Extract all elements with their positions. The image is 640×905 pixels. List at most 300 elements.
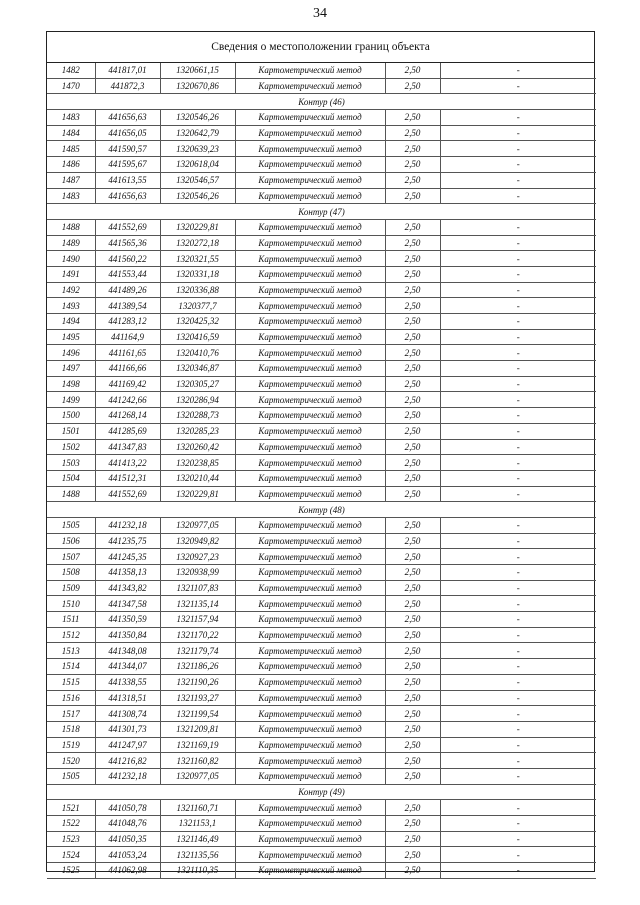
point-number-cell: 1488 (47, 486, 95, 502)
x-coordinate-cell: 441242,66 (95, 392, 160, 408)
table-row (47, 392, 596, 408)
method-cell: Картометрический метод (235, 737, 385, 753)
table-row (47, 486, 596, 502)
y-coordinate-cell: 1320321,55 (160, 251, 235, 267)
accuracy-cell: 2,50 (385, 408, 440, 424)
accuracy-cell: 2,50 (385, 361, 440, 377)
x-coordinate-cell: 441245,35 (95, 549, 160, 565)
x-coordinate-cell: 441656,63 (95, 188, 160, 204)
y-coordinate-cell: 1320305,27 (160, 376, 235, 392)
accuracy-cell: 2,50 (385, 533, 440, 549)
table-row (47, 831, 596, 847)
x-coordinate-cell: 441347,83 (95, 439, 160, 455)
note-cell: - (440, 831, 596, 847)
point-number-cell: 1516 (47, 690, 95, 706)
contour-label: Контур (48) (47, 502, 596, 518)
note-cell: - (440, 517, 596, 533)
method-cell: Картометрический метод (235, 172, 385, 188)
table-row (47, 298, 596, 314)
accuracy-cell: 2,50 (385, 753, 440, 769)
y-coordinate-cell: 1321135,14 (160, 596, 235, 612)
note-cell: - (440, 565, 596, 581)
table-row (47, 517, 596, 533)
x-coordinate-cell: 441050,35 (95, 831, 160, 847)
method-cell: Картометрический метод (235, 831, 385, 847)
y-coordinate-cell: 1320346,87 (160, 361, 235, 377)
point-number-cell: 1486 (47, 157, 95, 173)
note-cell: - (440, 674, 596, 690)
table-row (47, 659, 596, 675)
y-coordinate-cell: 1320546,26 (160, 110, 235, 126)
y-coordinate-cell: 1320229,81 (160, 486, 235, 502)
point-number-cell: 1484 (47, 125, 95, 141)
table-row (47, 753, 596, 769)
x-coordinate-cell: 441350,59 (95, 612, 160, 628)
x-coordinate-cell: 441053,24 (95, 847, 160, 863)
accuracy-cell: 2,50 (385, 314, 440, 330)
point-number-cell: 1487 (47, 172, 95, 188)
table-row (47, 643, 596, 659)
table-row (47, 470, 596, 486)
x-coordinate-cell: 441489,26 (95, 282, 160, 298)
x-coordinate-cell: 441350,84 (95, 627, 160, 643)
table-row (47, 674, 596, 690)
x-coordinate-cell: 441565,36 (95, 235, 160, 251)
point-number-cell: 1492 (47, 282, 95, 298)
x-coordinate-cell: 441232,18 (95, 517, 160, 533)
method-cell: Картометрический метод (235, 329, 385, 345)
y-coordinate-cell: 1320927,23 (160, 549, 235, 565)
table-row (47, 408, 596, 424)
point-number-cell: 1502 (47, 439, 95, 455)
point-number-cell: 1505 (47, 768, 95, 784)
x-coordinate-cell: 441389,54 (95, 298, 160, 314)
accuracy-cell: 2,50 (385, 125, 440, 141)
y-coordinate-cell: 1321186,26 (160, 659, 235, 675)
x-coordinate-cell: 441308,74 (95, 706, 160, 722)
note-cell: - (440, 63, 596, 78)
x-coordinate-cell: 441166,66 (95, 361, 160, 377)
accuracy-cell: 2,50 (385, 188, 440, 204)
table-row (47, 361, 596, 377)
method-cell: Картометрический метод (235, 816, 385, 832)
y-coordinate-cell: 1320238,85 (160, 455, 235, 471)
y-coordinate-cell: 1321179,74 (160, 643, 235, 659)
accuracy-cell: 2,50 (385, 470, 440, 486)
y-coordinate-cell: 1320331,18 (160, 266, 235, 282)
table-row (47, 376, 596, 392)
y-coordinate-cell: 1320336,88 (160, 282, 235, 298)
x-coordinate-cell: 441318,51 (95, 690, 160, 706)
method-cell: Картометрический метод (235, 376, 385, 392)
note-cell: - (440, 314, 596, 330)
contour-header-row (47, 94, 596, 110)
method-cell: Картометрический метод (235, 314, 385, 330)
table-row (47, 816, 596, 832)
point-number-cell: 1483 (47, 188, 95, 204)
accuracy-cell: 2,50 (385, 282, 440, 298)
contour-header-row (47, 204, 596, 220)
point-number-cell: 1511 (47, 612, 95, 628)
accuracy-cell: 2,50 (385, 659, 440, 675)
point-number-cell: 1470 (47, 78, 95, 94)
accuracy-cell: 2,50 (385, 737, 440, 753)
note-cell: - (440, 125, 596, 141)
note-cell: - (440, 157, 596, 173)
y-coordinate-cell: 1320210,44 (160, 470, 235, 486)
point-number-cell: 1510 (47, 596, 95, 612)
x-coordinate-cell: 441216,82 (95, 753, 160, 769)
accuracy-cell: 2,50 (385, 423, 440, 439)
accuracy-cell: 2,50 (385, 141, 440, 157)
table-row (47, 721, 596, 737)
table-row (47, 423, 596, 439)
y-coordinate-cell: 1320546,57 (160, 172, 235, 188)
x-coordinate-cell: 441338,55 (95, 674, 160, 690)
table-row (47, 847, 596, 863)
method-cell: Картометрический метод (235, 612, 385, 628)
y-coordinate-cell: 1320639,23 (160, 141, 235, 157)
note-cell: - (440, 847, 596, 863)
x-coordinate-cell: 441344,07 (95, 659, 160, 675)
y-coordinate-cell: 1321199,54 (160, 706, 235, 722)
x-coordinate-cell: 441552,69 (95, 486, 160, 502)
method-cell: Картометрический метод (235, 298, 385, 314)
table-row (47, 737, 596, 753)
table-row (47, 533, 596, 549)
coordinates-table (47, 63, 596, 879)
table-row (47, 157, 596, 173)
table-row (47, 455, 596, 471)
x-coordinate-cell: 441560,22 (95, 251, 160, 267)
y-coordinate-cell: 1321160,82 (160, 753, 235, 769)
y-coordinate-cell: 1321190,26 (160, 674, 235, 690)
accuracy-cell: 2,50 (385, 690, 440, 706)
point-number-cell: 1485 (47, 141, 95, 157)
table-row (47, 580, 596, 596)
y-coordinate-cell: 1320670,86 (160, 78, 235, 94)
method-cell: Картометрический метод (235, 266, 385, 282)
point-number-cell: 1524 (47, 847, 95, 863)
method-cell: Картометрический метод (235, 110, 385, 126)
method-cell: Картометрический метод (235, 78, 385, 94)
y-coordinate-cell: 1320260,42 (160, 439, 235, 455)
x-coordinate-cell: 441062,98 (95, 863, 160, 879)
x-coordinate-cell: 441285,69 (95, 423, 160, 439)
accuracy-cell: 2,50 (385, 612, 440, 628)
method-cell: Картометрический метод (235, 423, 385, 439)
point-number-cell: 1482 (47, 63, 95, 78)
method-cell: Картометрический метод (235, 627, 385, 643)
note-cell: - (440, 580, 596, 596)
point-number-cell: 1489 (47, 235, 95, 251)
method-cell: Картометрический метод (235, 439, 385, 455)
y-coordinate-cell: 1320410,76 (160, 345, 235, 361)
y-coordinate-cell: 1320546,26 (160, 188, 235, 204)
y-coordinate-cell: 1320938,99 (160, 565, 235, 581)
method-cell: Картометрический метод (235, 188, 385, 204)
table-row (47, 706, 596, 722)
method-cell: Картометрический метод (235, 345, 385, 361)
method-cell: Картометрический метод (235, 549, 385, 565)
table-row (47, 78, 596, 94)
table-row (47, 125, 596, 141)
note-cell: - (440, 470, 596, 486)
accuracy-cell: 2,50 (385, 235, 440, 251)
note-cell: - (440, 235, 596, 251)
x-coordinate-cell: 441268,14 (95, 408, 160, 424)
accuracy-cell: 2,50 (385, 329, 440, 345)
method-cell: Картометрический метод (235, 580, 385, 596)
table-row (47, 314, 596, 330)
y-coordinate-cell: 1320416,59 (160, 329, 235, 345)
accuracy-cell: 2,50 (385, 63, 440, 78)
x-coordinate-cell: 441343,82 (95, 580, 160, 596)
note-cell: - (440, 863, 596, 879)
method-cell: Картометрический метод (235, 141, 385, 157)
method-cell: Картометрический метод (235, 470, 385, 486)
table-title: Сведения о местоположении границ объекта (47, 32, 594, 63)
boundary-table-sheet (46, 31, 595, 876)
point-number-cell: 1506 (47, 533, 95, 549)
accuracy-cell: 2,50 (385, 706, 440, 722)
point-number-cell: 1521 (47, 800, 95, 816)
note-cell: - (440, 172, 596, 188)
y-coordinate-cell: 1320661,15 (160, 63, 235, 78)
y-coordinate-cell: 1320642,79 (160, 125, 235, 141)
contour-header-row (47, 784, 596, 800)
point-number-cell: 1517 (47, 706, 95, 722)
point-number-cell: 1496 (47, 345, 95, 361)
point-number-cell: 1508 (47, 565, 95, 581)
x-coordinate-cell: 441552,69 (95, 219, 160, 235)
table-row (47, 863, 596, 879)
point-number-cell: 1498 (47, 376, 95, 392)
point-number-cell: 1497 (47, 361, 95, 377)
y-coordinate-cell: 1320618,04 (160, 157, 235, 173)
table-row (47, 235, 596, 251)
note-cell: - (440, 408, 596, 424)
note-cell: - (440, 800, 596, 816)
x-coordinate-cell: 441656,63 (95, 110, 160, 126)
accuracy-cell: 2,50 (385, 627, 440, 643)
point-number-cell: 1500 (47, 408, 95, 424)
point-number-cell: 1499 (47, 392, 95, 408)
method-cell: Картометрический метод (235, 125, 385, 141)
table-row (47, 172, 596, 188)
x-coordinate-cell: 441283,12 (95, 314, 160, 330)
accuracy-cell: 2,50 (385, 78, 440, 94)
method-cell: Картометрический метод (235, 659, 385, 675)
point-number-cell: 1523 (47, 831, 95, 847)
note-cell: - (440, 110, 596, 126)
method-cell: Картометрический метод (235, 235, 385, 251)
x-coordinate-cell: 441872,3 (95, 78, 160, 94)
table-row (47, 565, 596, 581)
table-row (47, 439, 596, 455)
note-cell: - (440, 439, 596, 455)
method-cell: Картометрический метод (235, 408, 385, 424)
y-coordinate-cell: 1321193,27 (160, 690, 235, 706)
point-number-cell: 1522 (47, 816, 95, 832)
method-cell: Картометрический метод (235, 486, 385, 502)
point-number-cell: 1509 (47, 580, 95, 596)
note-cell: - (440, 188, 596, 204)
point-number-cell: 1519 (47, 737, 95, 753)
contour-header-row (47, 502, 596, 518)
accuracy-cell: 2,50 (385, 847, 440, 863)
y-coordinate-cell: 1321153,1 (160, 816, 235, 832)
x-coordinate-cell: 441348,08 (95, 643, 160, 659)
point-number-cell: 1483 (47, 110, 95, 126)
y-coordinate-cell: 1320425,32 (160, 314, 235, 330)
accuracy-cell: 2,50 (385, 345, 440, 361)
y-coordinate-cell: 1320977,05 (160, 517, 235, 533)
accuracy-cell: 2,50 (385, 768, 440, 784)
point-number-cell: 1503 (47, 455, 95, 471)
point-number-cell: 1520 (47, 753, 95, 769)
method-cell: Картометрический метод (235, 157, 385, 173)
method-cell: Картометрический метод (235, 674, 385, 690)
y-coordinate-cell: 1321110,35 (160, 863, 235, 879)
note-cell: - (440, 706, 596, 722)
note-cell: - (440, 549, 596, 565)
method-cell: Картометрический метод (235, 753, 385, 769)
table-row (47, 345, 596, 361)
point-number-cell: 1514 (47, 659, 95, 675)
table-row (47, 329, 596, 345)
y-coordinate-cell: 1321107,83 (160, 580, 235, 596)
point-number-cell: 1493 (47, 298, 95, 314)
point-number-cell: 1518 (47, 721, 95, 737)
table-row (47, 188, 596, 204)
point-number-cell: 1490 (47, 251, 95, 267)
method-cell: Картометрический метод (235, 565, 385, 581)
method-cell: Картометрический метод (235, 455, 385, 471)
contour-label: Контур (47) (47, 204, 596, 220)
accuracy-cell: 2,50 (385, 674, 440, 690)
y-coordinate-cell: 1320286,94 (160, 392, 235, 408)
x-coordinate-cell: 441613,55 (95, 172, 160, 188)
method-cell: Картометрический метод (235, 847, 385, 863)
point-number-cell: 1488 (47, 219, 95, 235)
note-cell: - (440, 392, 596, 408)
note-cell: - (440, 251, 596, 267)
y-coordinate-cell: 1321209,81 (160, 721, 235, 737)
point-number-cell: 1504 (47, 470, 95, 486)
x-coordinate-cell: 441553,44 (95, 266, 160, 282)
note-cell: - (440, 596, 596, 612)
table-row (47, 141, 596, 157)
accuracy-cell: 2,50 (385, 643, 440, 659)
x-coordinate-cell: 441235,75 (95, 533, 160, 549)
point-number-cell: 1491 (47, 266, 95, 282)
note-cell: - (440, 643, 596, 659)
y-coordinate-cell: 1320229,81 (160, 219, 235, 235)
accuracy-cell: 2,50 (385, 517, 440, 533)
accuracy-cell: 2,50 (385, 251, 440, 267)
note-cell: - (440, 486, 596, 502)
x-coordinate-cell: 441301,73 (95, 721, 160, 737)
note-cell: - (440, 141, 596, 157)
point-number-cell: 1494 (47, 314, 95, 330)
accuracy-cell: 2,50 (385, 110, 440, 126)
x-coordinate-cell: 441048,76 (95, 816, 160, 832)
point-number-cell: 1505 (47, 517, 95, 533)
note-cell: - (440, 816, 596, 832)
accuracy-cell: 2,50 (385, 172, 440, 188)
accuracy-cell: 2,50 (385, 298, 440, 314)
x-coordinate-cell: 441161,65 (95, 345, 160, 361)
method-cell: Картометрический метод (235, 282, 385, 298)
note-cell: - (440, 361, 596, 377)
x-coordinate-cell: 441169,42 (95, 376, 160, 392)
x-coordinate-cell: 441232,18 (95, 768, 160, 784)
note-cell: - (440, 533, 596, 549)
accuracy-cell: 2,50 (385, 565, 440, 581)
note-cell: - (440, 282, 596, 298)
table-row (47, 110, 596, 126)
point-number-cell: 1512 (47, 627, 95, 643)
table-row (47, 282, 596, 298)
table-row (47, 266, 596, 282)
method-cell: Картометрический метод (235, 219, 385, 235)
note-cell: - (440, 768, 596, 784)
table-row (47, 768, 596, 784)
y-coordinate-cell: 1321157,94 (160, 612, 235, 628)
x-coordinate-cell: 441512,31 (95, 470, 160, 486)
x-coordinate-cell: 441817,01 (95, 63, 160, 78)
method-cell: Картометрический метод (235, 533, 385, 549)
y-coordinate-cell: 1320272,18 (160, 235, 235, 251)
point-number-cell: 1525 (47, 863, 95, 879)
note-cell: - (440, 345, 596, 361)
table-row (47, 63, 596, 78)
note-cell: - (440, 627, 596, 643)
table-row (47, 251, 596, 267)
accuracy-cell: 2,50 (385, 816, 440, 832)
page-number: 34 (313, 6, 327, 21)
note-cell: - (440, 455, 596, 471)
y-coordinate-cell: 1321135,56 (160, 847, 235, 863)
method-cell: Картометрический метод (235, 63, 385, 78)
x-coordinate-cell: 441347,58 (95, 596, 160, 612)
x-coordinate-cell: 441050,78 (95, 800, 160, 816)
method-cell: Картометрический метод (235, 690, 385, 706)
note-cell: - (440, 266, 596, 282)
note-cell: - (440, 78, 596, 94)
accuracy-cell: 2,50 (385, 486, 440, 502)
point-number-cell: 1507 (47, 549, 95, 565)
method-cell: Картометрический метод (235, 721, 385, 737)
contour-label: Контур (46) (47, 94, 596, 110)
note-cell: - (440, 298, 596, 314)
table-row (47, 549, 596, 565)
method-cell: Картометрический метод (235, 392, 385, 408)
note-cell: - (440, 329, 596, 345)
y-coordinate-cell: 1320288,73 (160, 408, 235, 424)
note-cell: - (440, 690, 596, 706)
point-number-cell: 1495 (47, 329, 95, 345)
note-cell: - (440, 753, 596, 769)
contour-label: Контур (49) (47, 784, 596, 800)
accuracy-cell: 2,50 (385, 266, 440, 282)
method-cell: Картометрический метод (235, 596, 385, 612)
x-coordinate-cell: 441656,05 (95, 125, 160, 141)
table-row (47, 690, 596, 706)
method-cell: Картометрический метод (235, 863, 385, 879)
accuracy-cell: 2,50 (385, 392, 440, 408)
